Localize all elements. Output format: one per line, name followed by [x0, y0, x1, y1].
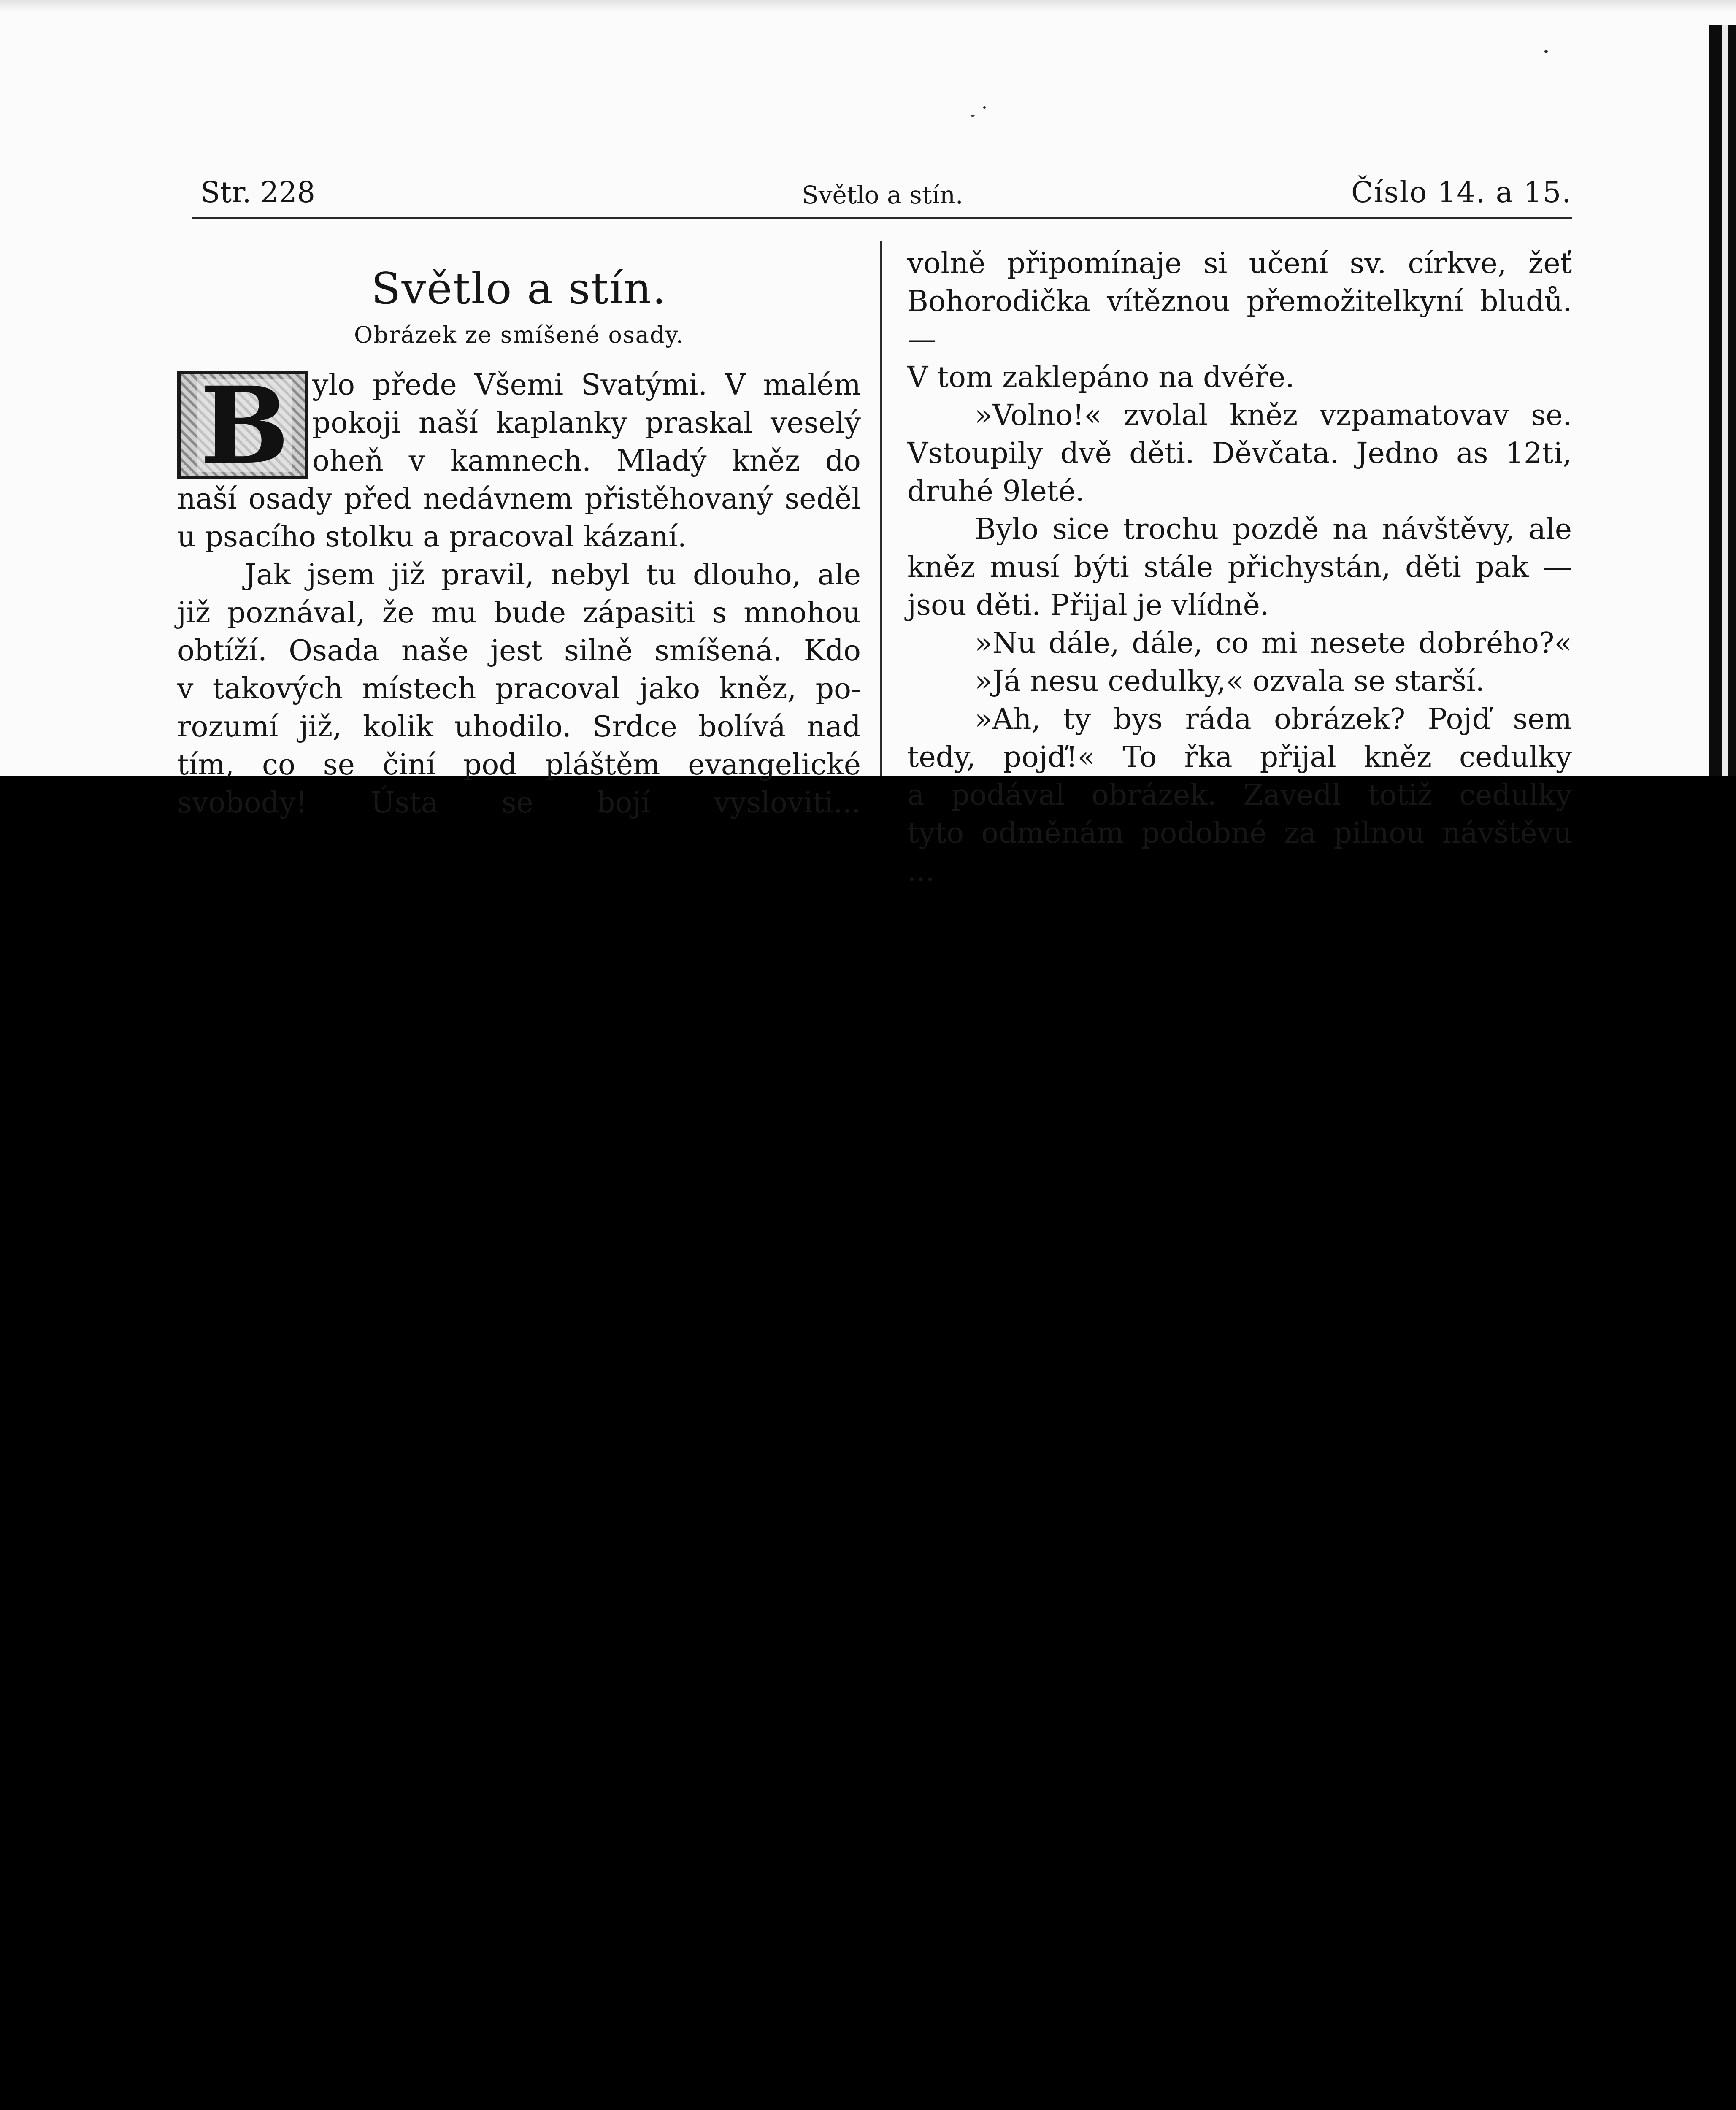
- right-column: [907, 245, 1572, 890]
- text-line: jsou děti. Přijal je vlídně.: [907, 589, 1269, 622]
- text-line: rozumí již, kolik uhodilo. Srdce bolívá nad: [177, 710, 861, 744]
- article-subtitle: Obrázek ze smíšené osady.: [354, 322, 684, 348]
- text-line: volně připomínaje si učení sv. církve, žeť: [907, 247, 1572, 280]
- text-line: a podával obrázek. Zavedl totiž cedulky: [907, 779, 1572, 812]
- text-line: pokoji naší kaplanky praskal veselý: [312, 406, 861, 440]
- header-rule: [192, 217, 1572, 219]
- column-rule: [880, 241, 882, 776]
- text-line: druhé 9leté.: [907, 475, 1084, 508]
- text-line: tyto odměnám podobné za pilnou návštěvu: [907, 817, 1572, 850]
- page-number: Str. 228: [200, 176, 315, 209]
- text-line: obtíží. Osada naše jest silně smíšená. Kdo: [177, 634, 861, 668]
- text-line: »Volno!« zvolal kněz vzpamatovav se.: [975, 399, 1572, 432]
- text-line: »Já nesu cedulky,« ozvala se starší.: [975, 665, 1485, 698]
- issue-number: Číslo 14. a 15.: [1351, 176, 1572, 209]
- text-line: »Ah, ty bys ráda obrázek? Pojď sem: [975, 703, 1572, 736]
- text-line: již poznával, že mu bude zápasiti s mnohou: [177, 596, 861, 630]
- text-line: Jak jsem již pravil, nebyl tu dlouho, ale: [245, 558, 861, 592]
- scan-edge-top: [0, 0, 1736, 12]
- text-line: Bohorodička vítěznou přemožitelkyní bludů. —: [907, 285, 1572, 356]
- speck: [1544, 50, 1548, 53]
- left-column: [177, 262, 861, 822]
- speck: [983, 106, 986, 109]
- document-page: [0, 0, 1736, 888]
- text-line: tím, co se činí pod pláštěm evangelické: [177, 748, 861, 782]
- text-line: ...: [907, 855, 935, 888]
- speck: [971, 115, 975, 117]
- text-line: svobody! Ústa se bojí vysloviti...: [177, 786, 861, 820]
- text-line: v takových místech pracoval jako kněz, po-: [177, 672, 861, 706]
- dropcap-ornament: [177, 363, 308, 487]
- opening-paragraph: [177, 363, 861, 556]
- text-line: u psacího stolku a pracoval kázaní.: [177, 520, 687, 554]
- text-line: naší osady před nedávnem přistěhovaný seděl: [177, 482, 861, 516]
- scan-edge-right-inner: [1722, 25, 1728, 776]
- dropcap-letter: B: [197, 379, 292, 472]
- running-title: Světlo a stín.: [802, 181, 963, 209]
- text-line: Bylo sice trochu pozdě na návštěvy, ale: [975, 513, 1572, 546]
- text-line: V tom zaklepáno na dvéře.: [907, 361, 1295, 394]
- text-line: ylo přede Všemi Svatými. V malém: [312, 368, 861, 402]
- text-line: tedy, pojď!« To řka přijal kněz cedulky: [907, 741, 1572, 774]
- article-title: Světlo a stín.: [371, 264, 667, 314]
- text-line: Vstoupily dvě děti. Děvčata. Jedno as 12ti,: [907, 437, 1572, 470]
- text-line: oheň v kamnech. Mladý kněz do: [312, 444, 861, 478]
- running-header: [200, 173, 1572, 215]
- text-line: kněz musí býti stále přichystán, děti pak —: [907, 551, 1572, 584]
- text-line: »Nu dále, dále, co mi nesete dobrého?«: [975, 627, 1572, 660]
